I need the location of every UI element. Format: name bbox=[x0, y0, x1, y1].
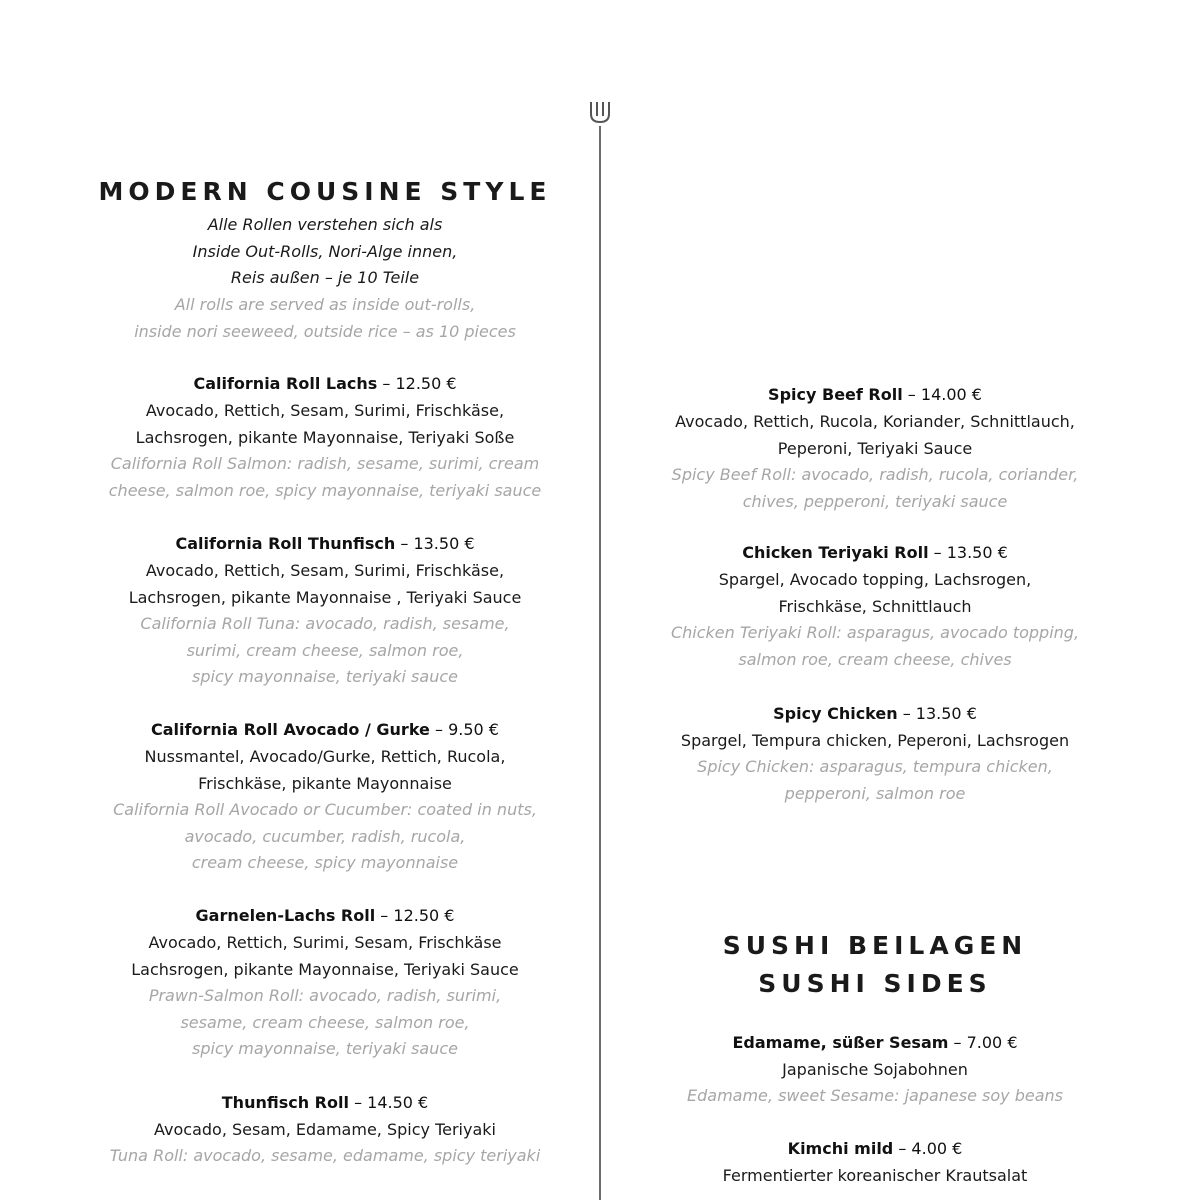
menu-item bbox=[645, 1029, 1105, 1110]
item-ingredients-de: Fermentierter koreanischer Krautsalat bbox=[722, 1166, 1028, 1185]
item-ingredients-en: Spicy Beef Roll: avocado, radish, rucola, coriander, bbox=[671, 465, 1079, 484]
item-ingredients-de: Lachsrogen, pikante Mayonnaise, Teriyaki Soße bbox=[135, 428, 515, 447]
item-name: Edamame, süßer Sesam bbox=[732, 1033, 949, 1052]
menu-item bbox=[95, 902, 555, 1063]
item-name: California Roll Lachs bbox=[193, 374, 378, 393]
item-name: Thunfisch Roll bbox=[221, 1093, 349, 1112]
section-title-sides-de: SUSHI BEILAGEN bbox=[722, 931, 1028, 960]
item-ingredients-en: spicy mayonnaise, teriyaki sauce bbox=[192, 667, 458, 686]
item-ingredients-en: surimi, cream cheese, salmon roe, bbox=[186, 640, 464, 660]
item-ingredients-en: spicy mayonnaise, teriyaki sauce bbox=[192, 1039, 458, 1058]
intro-en-line: All rolls are served as inside out-rolls, bbox=[174, 295, 476, 314]
item-ingredients-de: Frischkäse, Schnittlauch bbox=[778, 597, 972, 616]
item-ingredients-en: chives, pepperoni, teriyaki sauce bbox=[742, 491, 1008, 511]
menu-item bbox=[645, 1135, 1105, 1189]
item-price: – 13.50 € bbox=[400, 534, 475, 553]
item-ingredients-de: Spargel, Tempura chicken, Peperoni, Lachsrogen bbox=[680, 731, 1070, 750]
item-price: – 7.00 € bbox=[953, 1033, 1018, 1052]
intro-english bbox=[95, 292, 555, 345]
item-ingredients-de: Avocado, Sesam, Edamame, Spicy Teriyaki bbox=[154, 1120, 496, 1139]
item-ingredients-en: sesame, cream cheese, salmon roe, bbox=[180, 1012, 470, 1032]
item-ingredients-de: Avocado, Rettich, Surimi, Sesam, Frischkäse bbox=[148, 933, 502, 952]
item-price: – 14.50 € bbox=[354, 1093, 429, 1112]
center-divider bbox=[599, 126, 601, 1200]
item-price: – 4.00 € bbox=[898, 1139, 963, 1158]
item-name: California Roll Thunfisch bbox=[175, 534, 396, 553]
intro-german bbox=[95, 212, 555, 292]
intro-de-line: Inside Out-Rolls, Nori-Alge innen, bbox=[192, 241, 458, 261]
item-ingredients-en: Tuna Roll: avocado, sesame, edamame, spicy teriyaki bbox=[109, 1146, 541, 1165]
item-name: Garnelen-Lachs Roll bbox=[195, 906, 376, 925]
item-ingredients-de: Avocado, Rettich, Sesam, Surimi, Frischkäse, bbox=[145, 401, 505, 420]
item-ingredients-en: California Roll Tuna: avocado, radish, sesame, bbox=[140, 614, 510, 633]
item-ingredients-de: Japanische Sojabohnen bbox=[782, 1060, 968, 1079]
section-title-modern: MODERN COUSINE STYLE bbox=[98, 177, 552, 206]
item-ingredients-en: salmon roe, cream cheese, chives bbox=[738, 649, 1012, 669]
menu-item bbox=[95, 530, 555, 691]
item-ingredients-de: Avocado, Rettich, Sesam, Surimi, Frischkäse, bbox=[145, 561, 505, 580]
menu-item bbox=[95, 370, 555, 504]
item-ingredients-en: California Roll Salmon: radish, sesame, surimi, cream bbox=[110, 454, 540, 473]
menu-item bbox=[95, 1089, 555, 1170]
item-ingredients-en: Edamame, sweet Sesame: japanese soy beans bbox=[687, 1086, 1063, 1105]
item-name: Spicy Chicken bbox=[773, 704, 898, 723]
section-title-sides-en: SUSHI SIDES bbox=[758, 969, 992, 998]
item-ingredients-de: Nussmantel, Avocado/Gurke, Rettich, Rucola, bbox=[144, 747, 506, 766]
item-price: – 14.00 € bbox=[907, 385, 982, 404]
item-ingredients-de: Frischkäse, pikante Mayonnaise bbox=[198, 774, 452, 793]
menu-item bbox=[645, 539, 1105, 673]
item-ingredients-en: cheese, salmon roe, spicy mayonnaise, teriyaki sauce bbox=[108, 480, 542, 500]
menu-item bbox=[645, 700, 1105, 807]
item-ingredients-en: Chicken Teriyaki Roll: asparagus, avocado topping, bbox=[670, 623, 1080, 642]
right-column bbox=[645, 0, 1105, 1200]
item-name: Spicy Beef Roll bbox=[768, 385, 903, 404]
item-ingredients-en: Prawn-Salmon Roll: avocado, radish, surimi, bbox=[148, 986, 502, 1005]
item-name: Kimchi mild bbox=[787, 1139, 894, 1158]
item-price: – 13.50 € bbox=[902, 704, 977, 723]
item-price: – 9.50 € bbox=[434, 720, 499, 739]
item-ingredients-de: Spargel, Avocado topping, Lachsrogen, bbox=[718, 570, 1032, 589]
intro-de-line: Alle Rollen verstehen sich als bbox=[207, 215, 443, 234]
item-ingredients-en: cream cheese, spicy mayonnaise bbox=[191, 853, 459, 872]
item-ingredients-en: pepperoni, salmon roe bbox=[784, 783, 966, 803]
item-ingredients-de: Avocado, Rettich, Rucola, Koriander, Schnittlauch, bbox=[675, 412, 1075, 431]
item-ingredients-en: Spicy Chicken: asparagus, tempura chicken, bbox=[697, 757, 1053, 776]
item-ingredients-en: avocado, cucumber, radish, rucola, bbox=[184, 826, 466, 846]
menu-item bbox=[95, 716, 555, 877]
intro-de-line: Reis außen – je 10 Teile bbox=[230, 268, 420, 287]
item-price: – 12.50 € bbox=[382, 374, 457, 393]
menu-item bbox=[645, 381, 1105, 515]
item-ingredients-de: Lachsrogen, pikante Mayonnaise , Teriyaki Sauce bbox=[128, 588, 522, 607]
item-ingredients-de: Lachsrogen, pikante Mayonnaise, Teriyaki Sauce bbox=[131, 960, 519, 979]
item-ingredients-de: Peperoni, Teriyaki Sauce bbox=[777, 439, 973, 458]
item-price: – 12.50 € bbox=[380, 906, 455, 925]
item-name: Chicken Teriyaki Roll bbox=[742, 543, 929, 562]
intro-en-line: inside nori seeweed, outside rice – as 10 pieces bbox=[134, 321, 516, 341]
item-price: – 13.50 € bbox=[933, 543, 1008, 562]
item-name: California Roll Avocado / Gurke bbox=[151, 720, 430, 739]
left-column bbox=[95, 0, 555, 1200]
item-ingredients-en: California Roll Avocado or Cucumber: coated in nuts, bbox=[113, 800, 537, 819]
